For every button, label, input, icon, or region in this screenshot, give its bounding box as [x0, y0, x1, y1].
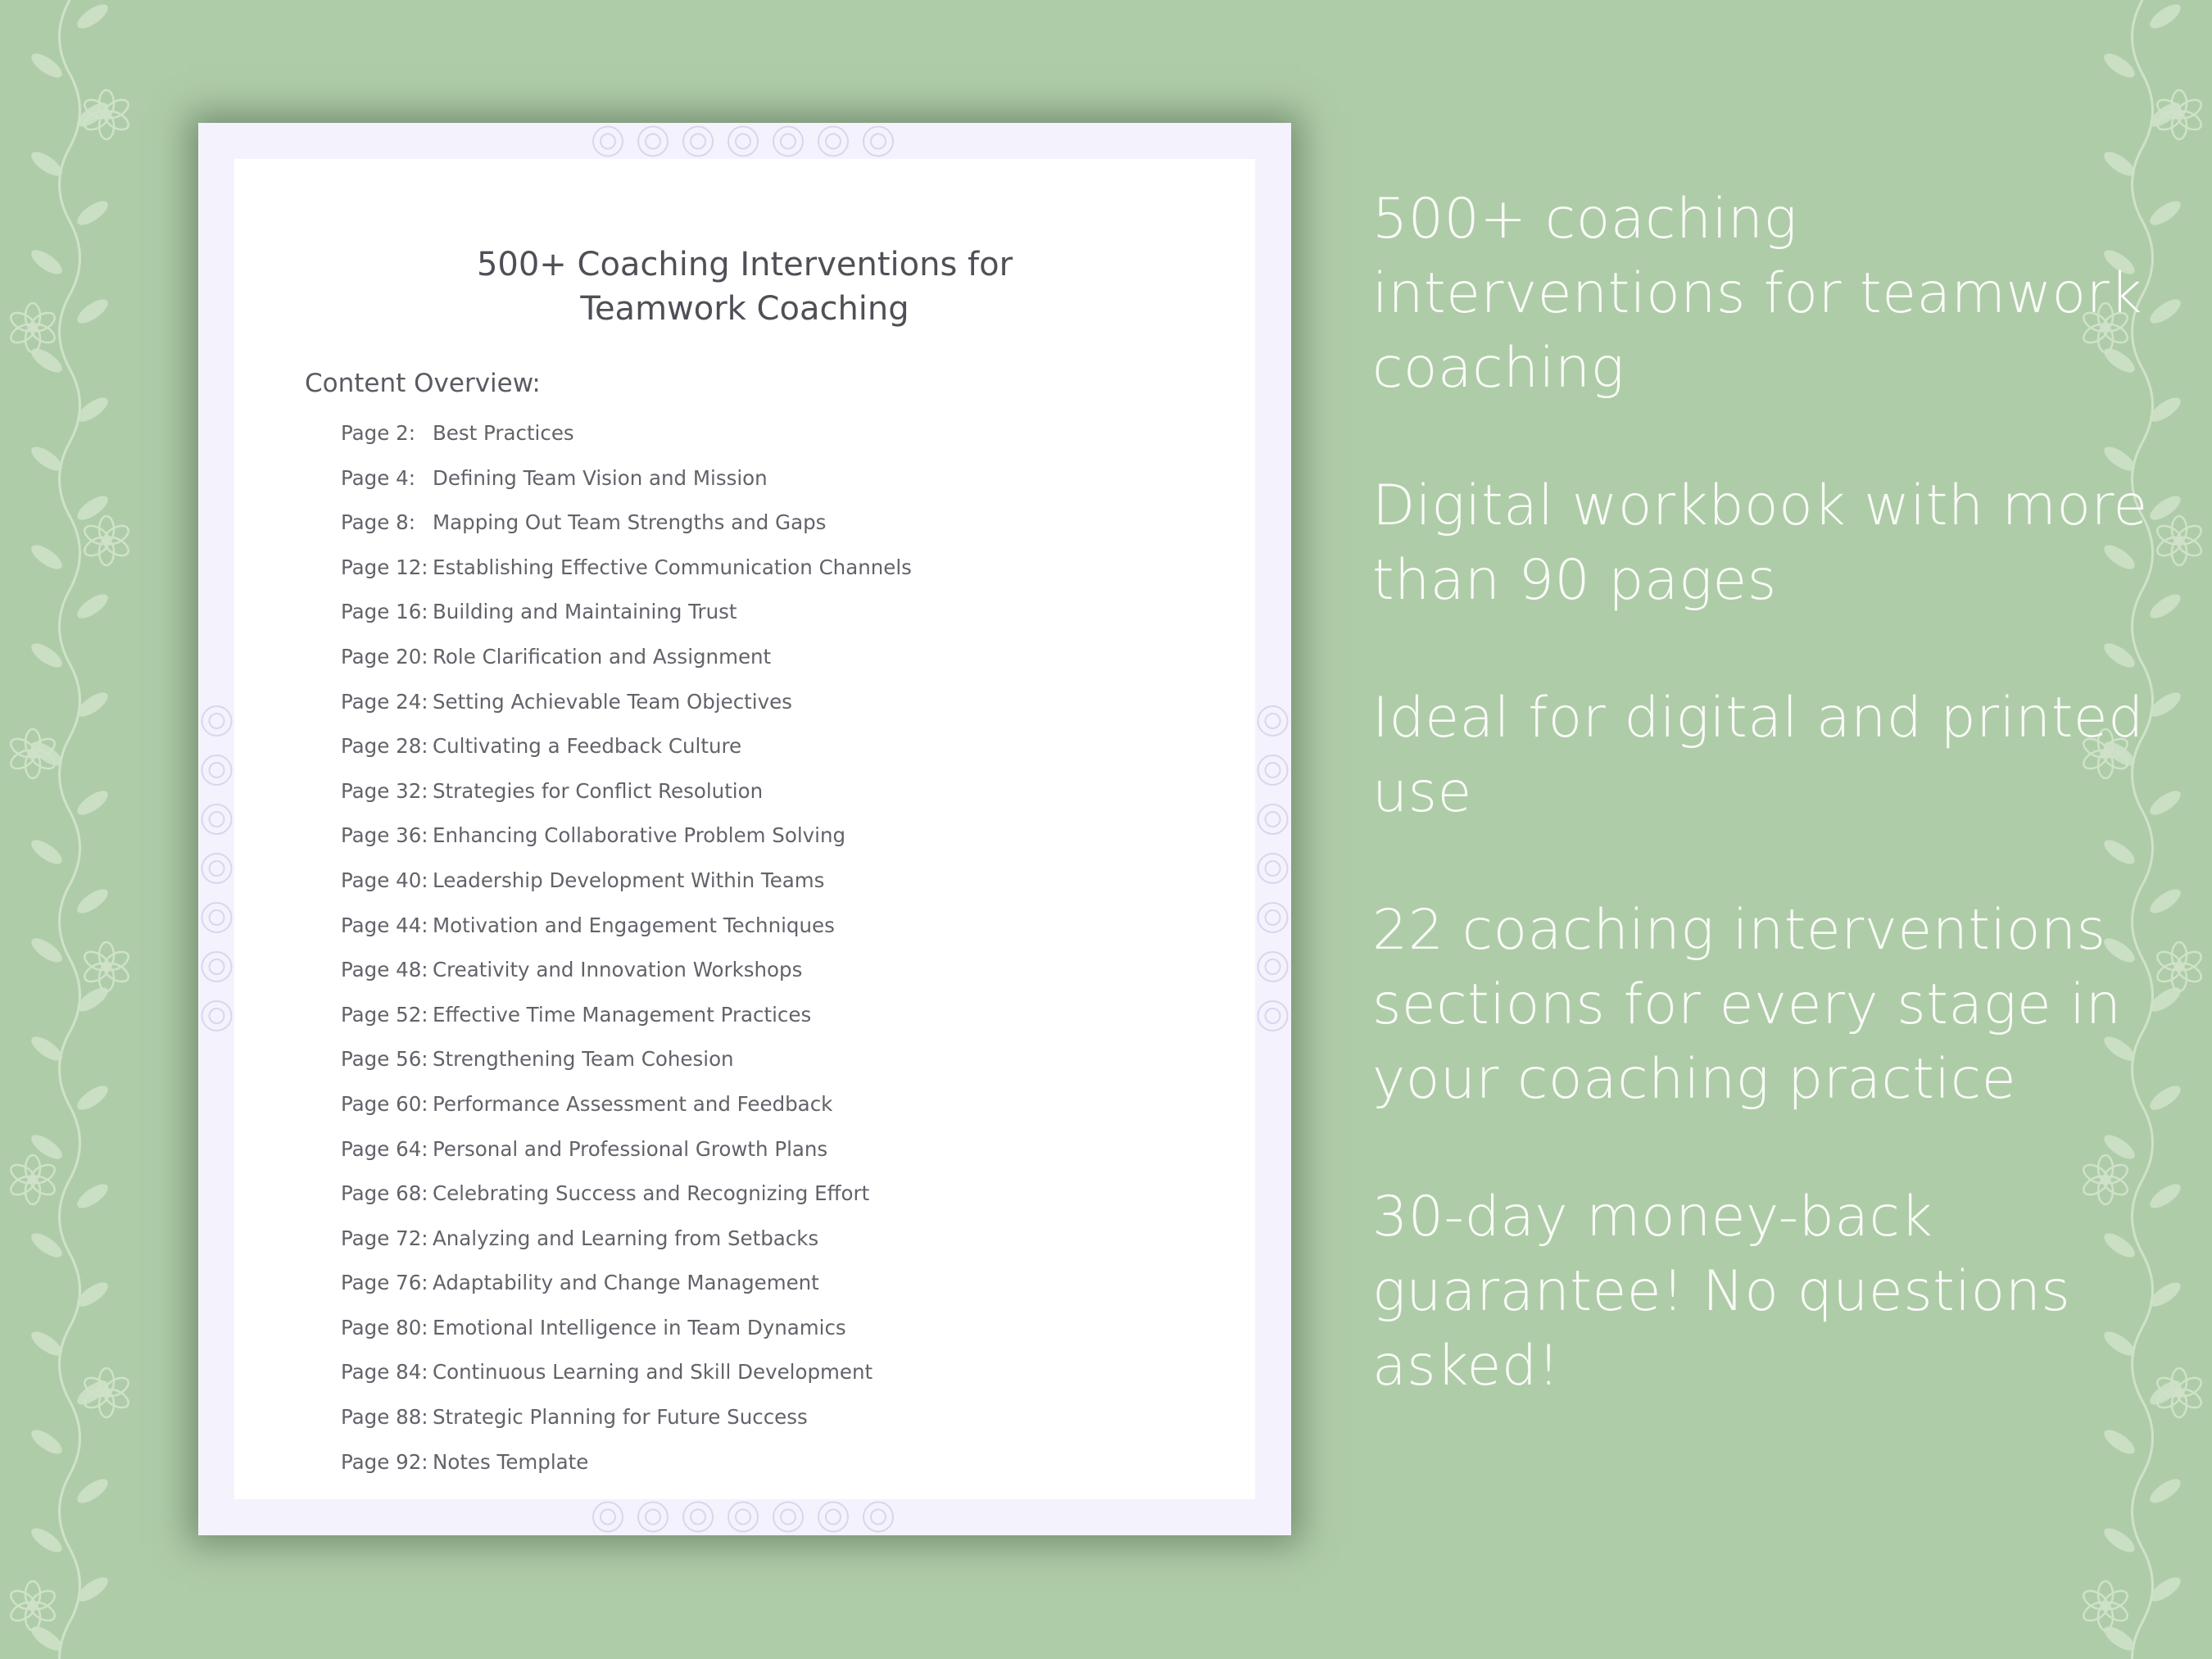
- toc-section-title: Building and Maintaining Trust: [433, 600, 737, 624]
- toc-entry: [341, 1271, 912, 1316]
- toc-page-number: Page 88:: [341, 1405, 428, 1430]
- toc-page-number: Page 40:: [341, 868, 428, 892]
- toc-section-title: Establishing Effective Communication Channels: [433, 555, 912, 579]
- leaf-shape: [74, 197, 111, 229]
- flower-shape: [8, 1581, 58, 1630]
- content-overview-heading: Content Overview:: [305, 369, 541, 398]
- leaf-shape: [28, 1622, 66, 1655]
- toc-section-title: Setting Achievable Team Objectives: [433, 689, 792, 714]
- workbook-page-preview: [198, 123, 1291, 1535]
- toc-page-number: Page 80:: [341, 1315, 428, 1339]
- mandala-ornament-left: [198, 696, 235, 1040]
- toc-section-title: Strategies for Conflict Resolution: [433, 778, 764, 803]
- document-title-line-2: Teamwork Coaching: [580, 290, 909, 328]
- flower-shape: [82, 942, 132, 991]
- leaf-shape: [2101, 147, 2138, 180]
- toc-section-title: Best Practices: [433, 421, 574, 445]
- leaf-shape: [74, 885, 111, 918]
- mandala-ornament-bottom: [583, 1498, 903, 1535]
- mandala-ornament-top: [583, 123, 903, 160]
- leaf-shape: [74, 590, 111, 623]
- leaf-shape: [28, 639, 66, 672]
- toc-section-title: Motivation and Engagement Techniques: [433, 913, 835, 937]
- leaf-shape: [2101, 49, 2138, 82]
- leaf-shape: [28, 934, 66, 967]
- toc-section-title: Role Clarification and Assignment: [433, 644, 772, 669]
- toc-entry: [341, 1047, 912, 1092]
- leaf-shape: [28, 1131, 66, 1163]
- toc-page-number: Page 92:: [341, 1449, 428, 1474]
- toc-entry: [341, 510, 912, 555]
- toc-section-title: Leadership Development Within Teams: [433, 868, 825, 892]
- table-of-contents: [341, 421, 912, 1494]
- toc-entry: [341, 1003, 912, 1048]
- toc-page-number: Page 64:: [341, 1136, 428, 1161]
- document-title-line-1: 500+ Coaching Interventions for: [476, 246, 1013, 283]
- leaf-shape: [28, 541, 66, 573]
- feature-text: 22 coaching interventions sections for every stage in your coaching practice: [1372, 898, 2122, 1112]
- toc-entry: [341, 466, 912, 511]
- toc-entry: [341, 734, 912, 779]
- feature-list: [1372, 182, 2183, 1466]
- feature-text: 30-day money-back guarantee! No questions asked!: [1372, 1185, 2071, 1398]
- toc-entry: [341, 958, 912, 1003]
- leaf-shape: [28, 1524, 66, 1557]
- toc-entry: [341, 1226, 912, 1271]
- leaf-shape: [28, 1032, 66, 1065]
- toc-entry: [341, 1181, 912, 1226]
- toc-entry: [341, 600, 912, 645]
- leaf-shape: [2101, 1622, 2138, 1655]
- toc-section-title: Analyzing and Learning from Setbacks: [433, 1226, 819, 1250]
- toc-entry: [341, 1405, 912, 1450]
- toc-section-title: Strengthening Team Cohesion: [433, 1047, 734, 1072]
- toc-page-number: Page 28:: [341, 734, 428, 759]
- toc-entry: [341, 1360, 912, 1405]
- leaf-shape: [28, 246, 66, 279]
- flower-shape: [82, 516, 132, 565]
- toc-page-number: Page 12:: [341, 555, 428, 579]
- document-content-area: [234, 159, 1255, 1499]
- flower-shape: [8, 303, 58, 352]
- leaf-shape: [74, 786, 111, 819]
- toc-section-title: Emotional Intelligence in Team Dynamics: [433, 1315, 846, 1339]
- toc-section-title: Personal and Professional Growth Plans: [433, 1136, 828, 1161]
- toc-page-number: Page 52:: [341, 1002, 428, 1027]
- document-title: [234, 243, 1255, 331]
- toc-section-title: Celebrating Success and Recognizing Effort: [433, 1181, 870, 1206]
- floral-vine-left-decoration: [0, 0, 139, 1659]
- leaf-shape: [2146, 1475, 2184, 1507]
- feature-text: Digital workbook with more than 90 pages: [1372, 474, 2148, 613]
- toc-entry: [341, 868, 912, 913]
- toc-page-number: Page 4:: [341, 465, 415, 490]
- leaf-shape: [74, 1475, 111, 1507]
- toc-entry: [341, 1137, 912, 1182]
- toc-section-title: Adaptability and Change Management: [433, 1271, 819, 1295]
- toc-page-number: Page 72:: [341, 1226, 428, 1250]
- toc-page-number: Page 56:: [341, 1047, 428, 1072]
- toc-section-title: Defining Team Vision and Mission: [433, 465, 768, 490]
- flower-shape: [2081, 1581, 2131, 1630]
- toc-entry: [341, 779, 912, 824]
- leaf-shape: [2101, 1524, 2138, 1557]
- leaf-shape: [28, 344, 66, 377]
- toc-page-number: Page 20:: [341, 644, 428, 669]
- toc-entry: [341, 555, 912, 601]
- toc-section-title: Enhancing Collaborative Problem Solving: [433, 823, 846, 848]
- leaf-shape: [74, 1180, 111, 1213]
- toc-page-number: Page 84:: [341, 1360, 428, 1385]
- toc-entry: [341, 1316, 912, 1361]
- leaf-shape: [28, 836, 66, 868]
- leaf-shape: [74, 492, 111, 524]
- toc-section-title: Creativity and Innovation Workshops: [433, 958, 803, 982]
- toc-section-title: Strategic Planning for Future Success: [433, 1405, 808, 1430]
- toc-page-number: Page 8:: [341, 510, 415, 535]
- toc-page-number: Page 68:: [341, 1181, 428, 1206]
- toc-entry: [341, 645, 912, 690]
- toc-page-number: Page 44:: [341, 913, 428, 937]
- leaf-shape: [28, 1327, 66, 1360]
- leaf-shape: [28, 147, 66, 180]
- leaf-shape: [28, 49, 66, 82]
- toc-section-title: Mapping Out Team Strengths and Gaps: [433, 510, 827, 535]
- flower-shape: [8, 1155, 58, 1204]
- toc-section-title: Performance Assessment and Feedback: [433, 1091, 833, 1116]
- toc-page-number: Page 24:: [341, 689, 428, 714]
- leaf-shape: [74, 0, 111, 33]
- toc-entry: [341, 421, 912, 466]
- feature-text: 500+ coaching interventions for teamwork coaching: [1372, 187, 2142, 401]
- leaf-shape: [74, 295, 111, 328]
- feature-text: Ideal for digital and printed use: [1372, 686, 2144, 825]
- leaf-shape: [28, 442, 66, 475]
- toc-entry: [341, 1092, 912, 1137]
- toc-section-title: Notes Template: [433, 1449, 589, 1474]
- mandala-ornament-right: [1254, 696, 1291, 1040]
- toc-entry: [341, 1450, 912, 1495]
- toc-section-title: Effective Time Management Practices: [433, 1002, 812, 1027]
- toc-entry: [341, 913, 912, 959]
- toc-page-number: Page 32:: [341, 778, 428, 803]
- toc-entry: [341, 690, 912, 735]
- toc-page-number: Page 16:: [341, 600, 428, 624]
- toc-section-title: Continuous Learning and Skill Development: [433, 1360, 873, 1385]
- leaf-shape: [74, 1081, 111, 1114]
- toc-section-title: Cultivating a Feedback Culture: [433, 734, 742, 759]
- toc-entry: [341, 823, 912, 868]
- leaf-shape: [2146, 0, 2184, 33]
- leaf-shape: [28, 1229, 66, 1262]
- toc-page-number: Page 48:: [341, 958, 428, 982]
- leaf-shape: [28, 1426, 66, 1458]
- toc-page-number: Page 60:: [341, 1091, 428, 1116]
- toc-page-number: Page 2:: [341, 421, 415, 445]
- toc-page-number: Page 36:: [341, 823, 428, 848]
- toc-page-number: Page 76:: [341, 1271, 428, 1295]
